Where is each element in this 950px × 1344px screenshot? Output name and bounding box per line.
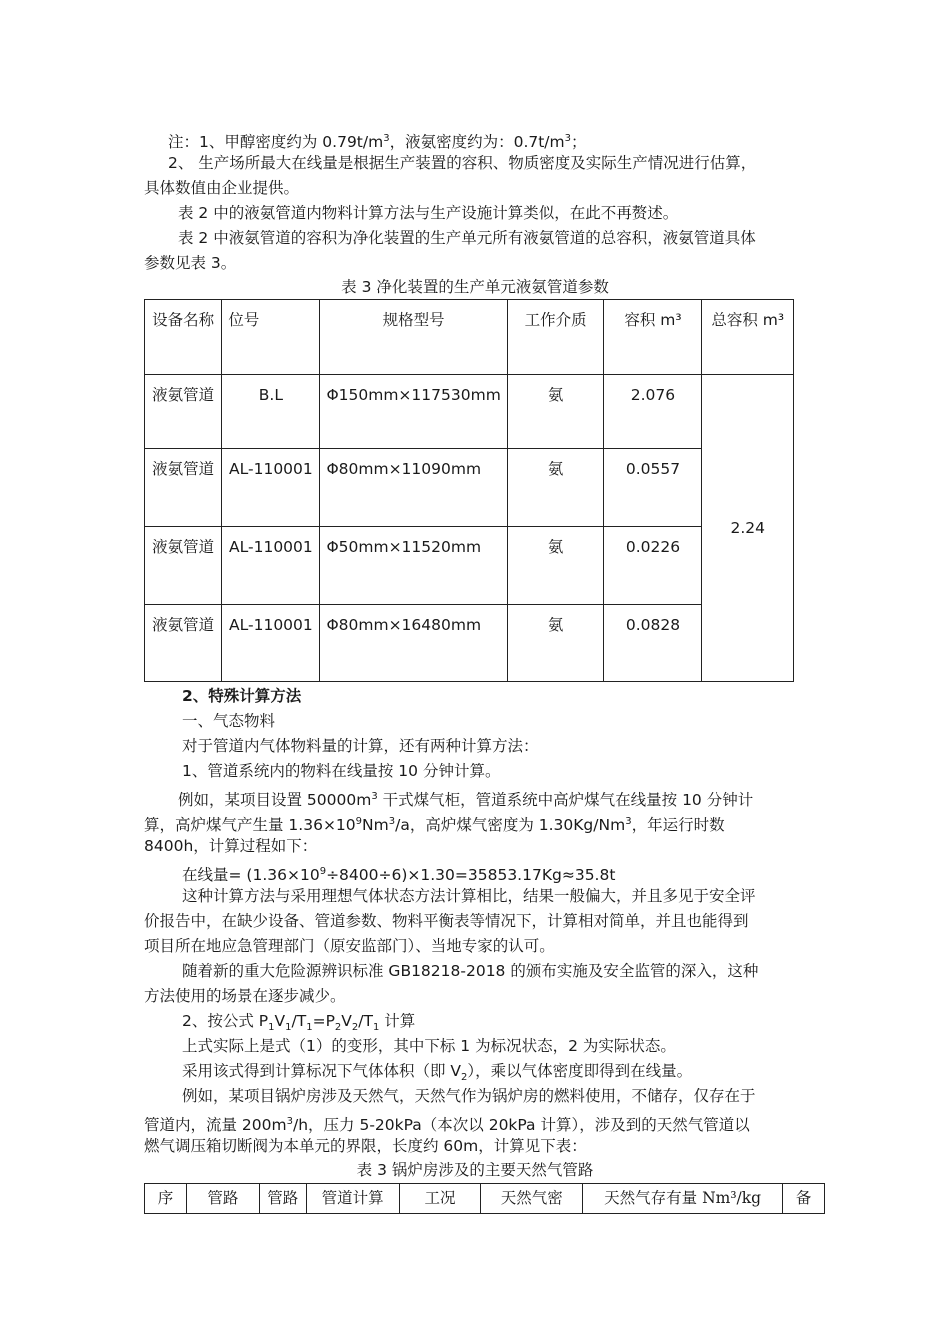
header-tag: 位号	[222, 300, 320, 375]
cell-tag: AL-110001	[222, 527, 320, 605]
header-index: 序	[145, 1184, 187, 1214]
cell-tag: AL-110001	[222, 449, 320, 527]
table-header-row	[145, 300, 794, 375]
note-2: 2、 生产场所最大在线量是根据生产装置的容积、物质密度及实际生产情况进行估算，	[168, 154, 757, 172]
gas-pipe-table	[144, 1183, 825, 1214]
cell-tag: B.L	[222, 375, 320, 449]
cell-volume: 0.0226	[604, 527, 702, 605]
header-pipe: 管路	[186, 1184, 259, 1214]
section-heading: 2、特殊计算方法	[182, 687, 302, 705]
header-pipe-calc: 管道计算	[306, 1184, 399, 1214]
cell-spec: Φ80mm×16480mm	[320, 605, 507, 682]
example-1-line-3: 8400h，计算过程如下：	[144, 837, 318, 855]
table2-caption: 表 3 锅炉房涉及的主要天然气管路	[356, 1161, 594, 1179]
header-spec: 规格型号	[320, 300, 507, 375]
method-2: 2、按公式 $P_1V_1/T_1=P_2V_2/T_1$ 计算	[182, 1012, 416, 1034]
cell-medium: 氨	[507, 527, 604, 605]
header-condition: 工况	[399, 1184, 481, 1214]
cell-total-volume: 2.24	[702, 375, 794, 682]
note-1: 注：1、甲醇密度约为 $0.79t/m^3$，液氨密度约为：$0.7t/m^3$；	[168, 133, 587, 152]
table-row	[145, 449, 794, 527]
header-gas-amount: 天然气存有量 Nm³/kg	[583, 1184, 783, 1214]
cell-volume: 0.0557	[604, 449, 702, 527]
table-row	[145, 605, 794, 682]
paragraph-table2-volume: 表 2 中液氨管道的容积为净化装置的生产单元所有液氨管道的总容积，液氨管道具体	[178, 229, 756, 247]
cell-volume: 0.0828	[604, 605, 702, 682]
cell-name: 液氨管道	[145, 605, 222, 682]
header-remark: 备	[783, 1184, 825, 1214]
table-row	[145, 375, 794, 449]
ammonia-pipe-table	[144, 299, 794, 682]
table-row	[145, 527, 794, 605]
table-header-row	[145, 1184, 825, 1214]
table1-caption: 表 3 净化装置的生产单元液氨管道参数	[341, 278, 609, 296]
header-volume: 容积 m³	[604, 300, 702, 375]
formula-note: 上式实际上是式（1）的变形，其中下标 1 为标况状态，2 为实际状态。	[182, 1037, 676, 1055]
header-pipe-2: 管路	[259, 1184, 306, 1214]
example-2-line-3: 燃气调压箱切断阀为本单元的界限，长度约 60m，计算见下表：	[144, 1137, 587, 1155]
cell-spec: Φ50mm×11520mm	[320, 527, 507, 605]
paragraph-table2-method: 表 2 中的液氨管道内物料计算方法与生产设施计算类似，在此不再赘述。	[178, 204, 679, 222]
cell-spec: Φ150mm×117530mm	[320, 375, 507, 449]
example-2-line-2: 管道内，流量 $200m^3/h$，压力 5-20kPa（本次以 20kPa 计算），涉及到的天然气管道以	[144, 1116, 750, 1135]
example-2-line-1: 例如，某项目锅炉房涉及天然气，天然气作为锅炉房的燃料使用，不储存，仅存在于	[182, 1087, 756, 1105]
calculation: 在线量= $(1.36\times 10^9\div 8400\div 6)\times 1.30=35853.17Kg\approx 35.8t$	[182, 866, 616, 885]
note-2-cont: 具体数值由企业提供。	[144, 179, 300, 197]
header-gas-density: 天然气密	[481, 1184, 583, 1214]
method-1: 1、管道系统内的物料在线量按 10 分钟计算。	[182, 762, 501, 780]
cell-name: 液氨管道	[145, 527, 222, 605]
cell-name: 液氨管道	[145, 375, 222, 449]
header-total-volume: 总容积 m³	[702, 300, 794, 375]
cell-volume: 2.076	[604, 375, 702, 449]
cell-spec: Φ80mm×11090mm	[320, 449, 507, 527]
header-equipment-name: 设备名称	[145, 300, 222, 375]
evaluation-line-3: 项目所在地应急管理部门（原安监部门）、当地专家的认可。	[144, 937, 555, 955]
evaluation-line-2: 价报告中，在缺少设备、管道参数、物料平衡表等情况下，计算相对简单，并且也能得到	[144, 912, 749, 930]
cell-medium: 氨	[507, 605, 604, 682]
standard-line-1: 随着新的重大危险源辨识标准 GB18218-2018 的颁布实施及安全监管的深入，这种	[182, 962, 759, 980]
cell-tag: AL-110001	[222, 605, 320, 682]
cell-medium: 氨	[507, 449, 604, 527]
paragraph-table2-volume-cont: 参数见表 3。	[144, 254, 237, 272]
example-1-line-2: 算，高炉煤气产生量 $1.36\times 10^9Nm^3/a$，高炉煤气密度为 1.30Kg/Nm$^3$，年运行时数	[144, 816, 725, 835]
usage-note: 采用该式得到计算标况下气体体积（即 $V_2$），乘以气体密度即得到在线量。	[182, 1062, 693, 1084]
evaluation-line-1: 这种计算方法与采用理想气体状态方法计算相比，结果一般偏大，并且多见于安全评	[182, 887, 756, 905]
standard-line-2: 方法使用的场景在逐步减少。	[144, 987, 346, 1005]
paragraph-intro: 对于管道内气体物料量的计算，还有两种计算方法：	[182, 737, 539, 755]
header-medium: 工作介质	[507, 300, 604, 375]
cell-medium: 氨	[507, 375, 604, 449]
cell-name: 液氨管道	[145, 449, 222, 527]
subsection-gaseous: 一、气态物料	[182, 712, 276, 730]
example-1-line-1: 例如，某项目设置 $50000m^3$ 干式煤气柜，管道系统中高炉煤气在线量按 10 分钟计	[178, 791, 754, 810]
